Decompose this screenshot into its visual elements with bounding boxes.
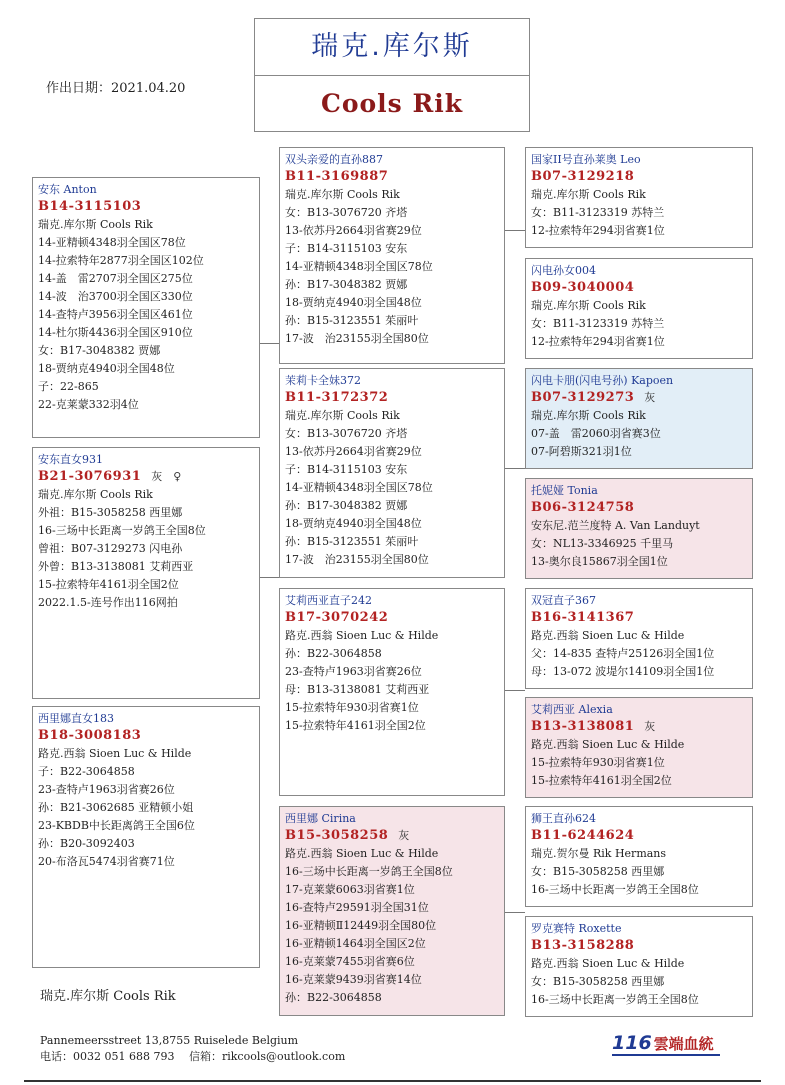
detail-line: 孙：B20-3092403 — [38, 837, 135, 850]
bird-name: 闪电卡朋(闪电号孙) Kapoen — [531, 374, 674, 387]
bird-name: 双头亲爱的直孙887 — [285, 153, 383, 166]
detail-line: 13-依苏丹2664羽省赛29位 — [285, 224, 422, 237]
bird-name: 西里娜 Cirina — [285, 812, 356, 825]
detail-line: 女：B13-3076720 齐塔 — [285, 206, 408, 219]
connector — [259, 343, 280, 344]
detail-line: 瑞克.库尔斯 Cools Rik — [531, 299, 646, 312]
bird-name: 国家II号直孙莱奥 Leo — [531, 153, 641, 166]
bird-name: 茉莉卡全妹372 — [285, 374, 361, 387]
color-sex: 灰 — [644, 391, 656, 404]
ring-text: B15-3058258 — [285, 828, 389, 843]
detail-line: 路克.西翁 Sioen Luc & Hilde — [531, 738, 685, 751]
connector — [505, 690, 525, 691]
dam-sire-card — [279, 588, 505, 796]
detail-line: 23-KBDB中长距离鸽王全国6位 — [38, 819, 195, 832]
detail-line: 瑞克.库尔斯 Cools Rik — [38, 488, 153, 501]
detail-line: 孙：B17-3048382 贾娜 — [285, 499, 408, 512]
ring-number — [38, 197, 254, 216]
detail-line: 16-查特卢29591羽全国31位 — [285, 901, 429, 914]
detail-line: 孙：B15-3123551 茱丽叶 — [285, 535, 419, 548]
ring-text: B13-3158288 — [531, 938, 635, 953]
detail-line: 瑞克.库尔斯 Cools Rik — [285, 188, 400, 201]
detail-line: 女：B15-3058258 西里娜 — [531, 865, 665, 878]
ring-text: B11-3169887 — [285, 169, 389, 184]
detail-line: 16-亚精顿1464羽全国区2位 — [285, 937, 426, 950]
detail-line: 瑞克.库尔斯 Cools Rik — [285, 409, 400, 422]
bird-details — [38, 745, 254, 871]
ring-text: B07-3129218 — [531, 169, 635, 184]
owner-name-en: Cools Rik — [320, 89, 464, 118]
detail-line: 瑞克.贺尔曼 Rik Hermans — [531, 847, 667, 860]
sdd-card — [525, 478, 753, 579]
bird-name: 闪电孙女004 — [531, 264, 596, 277]
ring-number — [285, 167, 499, 186]
detail-line: 外曾：B13-3138081 艾莉西亚 — [38, 560, 194, 573]
detail-line: 女：B13-3076720 齐塔 — [285, 427, 408, 440]
detail-line: 子：B14-3115103 安东 — [285, 242, 408, 255]
ring-number — [531, 278, 747, 297]
detail-line: 路克.西翁 Sioen Luc & Hilde — [285, 847, 439, 860]
dam-half-card — [32, 706, 260, 968]
bottom-rule — [24, 1080, 761, 1082]
ring-text: B17-3070242 — [285, 610, 389, 625]
color-sex: 灰 — [398, 829, 410, 842]
owner-name-cn: 瑞克.库尔斯 — [255, 19, 529, 76]
ring-number — [531, 826, 747, 845]
connector — [505, 912, 525, 913]
footer-address: Pannemeersstreet 13,8755 Ruiselede Belgium — [40, 1034, 299, 1047]
detail-line: 14-杜尔斯4436羽全国区910位 — [38, 326, 193, 339]
detail-line: 13-奥尔良15867羽全国1位 — [531, 555, 668, 568]
detail-line: 瑞克.库尔斯 Cools Rik — [531, 409, 646, 422]
detail-line: 17-克莱蒙6063羽省赛1位 — [285, 883, 415, 896]
ring-number — [531, 608, 747, 627]
bird-name: 托妮娅 Tonia — [531, 484, 598, 497]
sire-sire-card — [279, 147, 505, 364]
connector — [259, 577, 280, 578]
title-box — [254, 18, 530, 132]
brand-logo — [612, 1032, 722, 1056]
ssd-card — [525, 258, 753, 359]
detail-line: 23-查特卢1963羽省赛26位 — [38, 783, 175, 796]
dsd-card — [525, 697, 753, 798]
color-sex: 灰 — [644, 720, 656, 733]
detail-line: 17-波 治23155羽全国80位 — [285, 553, 429, 566]
bird-details — [285, 186, 499, 348]
detail-line: 曾祖：B07-3129273 闪电孙 — [38, 542, 183, 555]
sss-card — [525, 147, 753, 248]
bird-name: 狮王直孙624 — [531, 812, 596, 825]
bird-details — [285, 407, 499, 569]
logo-text: 雲端血統 — [653, 1035, 714, 1053]
bird-name: 西里娜直女183 — [38, 712, 114, 725]
detail-line: 14-盖 雷2707羽全国区275位 — [38, 272, 193, 285]
footer-owner: 瑞克.库尔斯 Cools Rik — [40, 989, 176, 1004]
ring-number — [531, 936, 747, 955]
bird-name: 罗克赛特 Roxette — [531, 922, 622, 935]
ring-text: B21-3076931 — [38, 469, 142, 484]
bird-name: 艾莉西亚直子242 — [285, 594, 372, 607]
ring-text: B13-3138081 — [531, 719, 635, 734]
ring-text: B14-3115103 — [38, 199, 142, 214]
detail-line: 17-波 治23155羽全国80位 — [285, 332, 429, 345]
detail-line: 孙：B22-3064858 — [285, 647, 382, 660]
detail-line: 14-查特卢3956羽全国区461位 — [38, 308, 193, 321]
detail-line: 15-拉索特年4161羽全国2位 — [531, 774, 672, 787]
detail-line: 路克.西翁 Sioen Luc & Hilde — [531, 629, 685, 642]
bird-name: 安东 Anton — [38, 183, 97, 196]
detail-line: 15-拉索特年4161羽全国2位 — [38, 578, 179, 591]
detail-line: 14-亚精顿4348羽全国区78位 — [285, 260, 433, 273]
ring-text: B11-6244624 — [531, 828, 635, 843]
logo-underline — [612, 1054, 720, 1056]
bird-name: 艾莉西亚 Alexia — [531, 703, 613, 716]
dss-card — [525, 588, 753, 689]
sds-card — [525, 368, 753, 469]
logo-number: 116 — [612, 1032, 652, 1054]
detail-line: 12-拉索特年294羽省赛1位 — [531, 224, 665, 237]
bird-details — [38, 486, 254, 612]
ring-number — [531, 498, 747, 517]
bird-details — [38, 216, 254, 414]
detail-line: 18-贾纳克4940羽全国48位 — [38, 362, 175, 375]
detail-line: 安东尼.范兰度特 A. Van Landuyt — [531, 519, 700, 532]
detail-line: 15-拉索特年930羽省赛1位 — [285, 701, 419, 714]
ring-text: B07-3129273 — [531, 390, 635, 405]
detail-line: 父：14-835 查特卢25126羽全国1位 — [531, 647, 715, 660]
detail-line: 16-三场中长距离一岁鸽王全国8位 — [531, 883, 699, 896]
detail-line: 2022.1.5-连号作出116网拍 — [38, 596, 178, 609]
detail-line: 07-阿碧斯321羽1位 — [531, 445, 632, 458]
detail-line: 瑞克.库尔斯 Cools Rik — [531, 188, 646, 201]
detail-line: 22-克莱蒙332羽4位 — [38, 398, 139, 411]
detail-line: 13-依苏丹2664羽省赛29位 — [285, 445, 422, 458]
detail-line: 女：B11-3123319 苏特兰 — [531, 206, 665, 219]
ring-number — [38, 467, 254, 486]
detail-line: 路克.西翁 Sioen Luc & Hilde — [38, 747, 192, 760]
detail-line: 14-亚精顿4348羽全国区78位 — [285, 481, 433, 494]
detail-line: 子：B14-3115103 安东 — [285, 463, 408, 476]
connector — [505, 468, 525, 469]
detail-line: 路克.西翁 Sioen Luc & Hilde — [285, 629, 439, 642]
ring-number — [531, 388, 747, 407]
detail-line: 15-拉索特年4161羽全国2位 — [285, 719, 426, 732]
detail-line: 16-克莱蒙7455羽省赛6位 — [285, 955, 415, 968]
dam-card — [32, 447, 260, 699]
bird-details — [285, 845, 499, 1007]
detail-line: 孙：B21-3062685 亚精顿小姐 — [38, 801, 194, 814]
detail-line: 16-三场中长距离一岁鸽王全国8位 — [285, 865, 453, 878]
detail-line: 14-拉索特年2877羽全国区102位 — [38, 254, 204, 267]
ring-text: B06-3124758 — [531, 500, 635, 515]
detail-line: 子：B22-3064858 — [38, 765, 135, 778]
connector — [505, 230, 525, 231]
ring-number — [531, 717, 747, 736]
bird-name: 安东直女931 — [38, 453, 103, 466]
detail-line: 孙：B22-3064858 — [285, 991, 382, 1004]
dds-card — [525, 806, 753, 907]
detail-line: 路克.西翁 Sioen Luc & Hilde — [531, 957, 685, 970]
sire-card — [32, 177, 260, 438]
detail-line: 母：B13-3138081 艾莉西亚 — [285, 683, 430, 696]
sire-dam-card — [279, 368, 505, 578]
bird-details — [285, 627, 499, 735]
detail-line: 07-盖 雷2060羽省赛3位 — [531, 427, 661, 440]
detail-line: 16-三场中长距离一岁鸽王全国8位 — [531, 993, 699, 1006]
ring-text: B09-3040004 — [531, 280, 635, 295]
ring-number — [285, 608, 499, 627]
detail-line: 14-波 治3700羽全国区330位 — [38, 290, 193, 303]
ring-number — [285, 388, 499, 407]
detail-line: 18-贾纳克4940羽全国48位 — [285, 296, 422, 309]
ring-number — [38, 726, 254, 745]
detail-line: 女：B15-3058258 西里娜 — [531, 975, 665, 988]
ring-text: B11-3172372 — [285, 390, 389, 405]
issue-date: 作出日期：2021.04.20 — [46, 81, 186, 96]
detail-line: 18-贾纳克4940羽全国48位 — [285, 517, 422, 530]
dam-dam-card — [279, 806, 505, 1016]
ring-number — [531, 167, 747, 186]
detail-line: 外祖：B15-3058258 西里娜 — [38, 506, 183, 519]
detail-line: 瑞克.库尔斯 Cools Rik — [38, 218, 153, 231]
detail-line: 子：22-865 — [38, 380, 99, 393]
footer-contact: 电话：0032 051 688 793 信箱：rikcools@outlook.com — [40, 1050, 346, 1063]
detail-line: 孙：B15-3123551 茱丽叶 — [285, 314, 419, 327]
color-sex: 灰 ♀ — [151, 470, 182, 483]
detail-line: 15-拉索特年930羽省赛1位 — [531, 756, 665, 769]
detail-line: 女：NL13-3346925 千里马 — [531, 537, 674, 550]
bird-name: 双冠直子367 — [531, 594, 596, 607]
detail-line: 14-亚精顿4348羽全国区78位 — [38, 236, 186, 249]
detail-line: 12-拉索特年294羽省赛1位 — [531, 335, 665, 348]
ring-number — [285, 826, 499, 845]
detail-line: 女：B17-3048382 贾娜 — [38, 344, 161, 357]
detail-line: 16-克莱蒙9439羽省赛14位 — [285, 973, 422, 986]
detail-line: 16-亚精顿Ⅱ12449羽全国80位 — [285, 919, 437, 932]
ring-text: B18-3008183 — [38, 728, 142, 743]
ddd-card — [525, 916, 753, 1017]
detail-line: 20-布洛瓦5474羽省赛71位 — [38, 855, 175, 868]
ring-text: B16-3141367 — [531, 610, 635, 625]
detail-line: 孙：B17-3048382 贾娜 — [285, 278, 408, 291]
detail-line: 16-三场中长距离一岁鸽王全国8位 — [38, 524, 206, 537]
detail-line: 23-查特卢1963羽省赛26位 — [285, 665, 422, 678]
detail-line: 母：13-072 波堤尔14109羽全国1位 — [531, 665, 715, 678]
detail-line: 女：B11-3123319 苏特兰 — [531, 317, 665, 330]
